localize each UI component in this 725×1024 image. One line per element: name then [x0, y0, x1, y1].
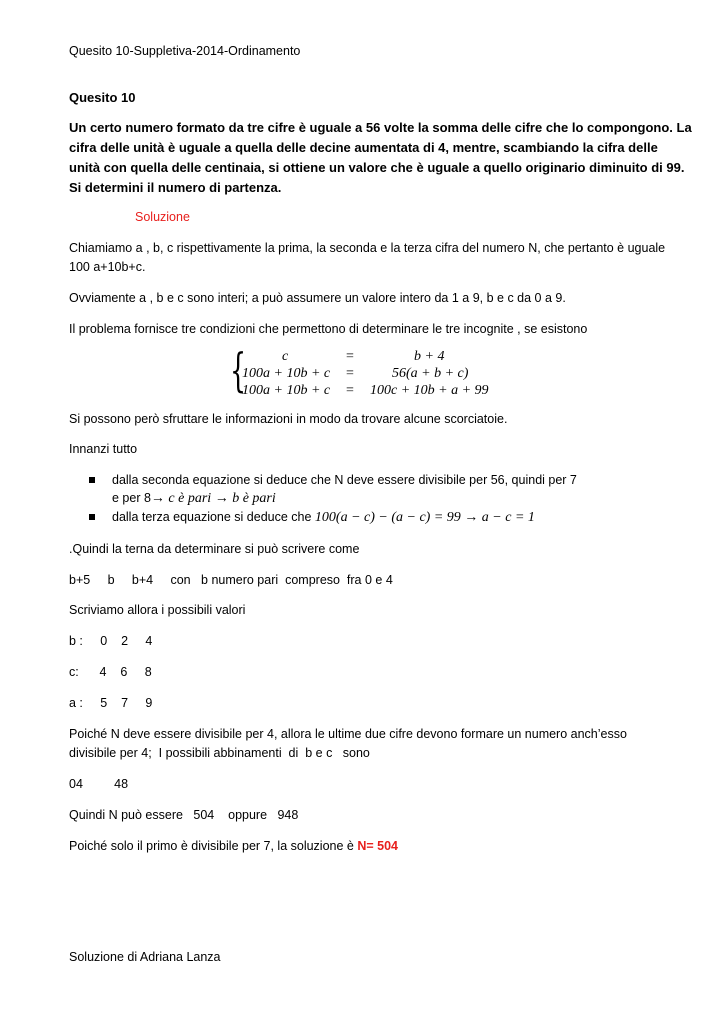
pairs: 04 48	[69, 777, 129, 791]
eq2-rhs: 56(a + b + c)	[392, 366, 469, 381]
bullet-1-text: e per 8	[112, 491, 151, 505]
solution-heading: Soluzione	[135, 210, 190, 224]
eq3-rhs: 100c + 10b + a + 99	[370, 383, 489, 398]
problem-line-4: Si determini il numero di partenza.	[69, 180, 282, 195]
bullet-1-line-1: dalla seconda equazione si deduce che N deve essere divisibile per 56, quindi per 7	[112, 473, 577, 487]
write-values: Scriviamo allora i possibili valori	[69, 603, 246, 617]
bullet-2-text: dalla terza equazione si deduce che	[112, 510, 315, 524]
conclusion-text: Poiché solo il primo è divisibile per 7, la soluzione è	[69, 839, 358, 853]
problem-line-2: cifra delle unità è uguale a quella delle decine aumentata di 4, mentre, scambiando la cifra delle	[69, 140, 658, 155]
conditions-statement: Il problema fornisce tre condizioni che permettono di determinare le tre incognite , se esistono	[69, 322, 588, 336]
conclusion-answer: N= 504	[357, 839, 398, 853]
row-c: c: 4 6 8	[69, 665, 152, 679]
candidates: Quindi N può essere 504 oppure 948	[69, 808, 299, 822]
eq3-sign: =	[346, 383, 354, 398]
triple-statement: .Quindi la terna da determinare si può scrivere come	[69, 542, 360, 556]
bullet-2-math: 100(a − c) − (a − c) = 99 → a − c = 1	[314, 510, 535, 525]
divisibility-line-1: Poiché N deve essere divisibile per 4, allora le ultime due cifre devono formare un numero anch’esso	[69, 727, 627, 741]
equation-system	[230, 343, 500, 400]
bullet-1-math: → c è pari → b è pari	[150, 491, 276, 506]
row-b: b : 0 2 4	[69, 634, 153, 648]
first-of-all: Innanzi tutto	[69, 442, 138, 456]
divisibility-line-2: divisibile per 4; I possibili abbinamenti di b e c sono	[69, 746, 370, 760]
intro-line-1: Chiamiamo a , b, c rispettivamente la prima, la seconda e la terza cifra del numero N, che pertanto è uguale	[69, 241, 666, 255]
page-footer: Soluzione di Adriana Lanza	[69, 950, 221, 964]
shortcut-statement: Si possono però sfruttare le informazioni in modo da trovare alcune scorciatoie.	[69, 412, 508, 426]
eq3-lhs: 100a + 10b + c	[242, 383, 331, 398]
system-brace: {	[230, 343, 247, 397]
question-title: Quesito 10	[69, 90, 136, 105]
triple-values: b+5 b b+4 con b numero pari compreso fra 0 e 4	[69, 573, 393, 587]
eq1-lhs: c	[282, 349, 289, 364]
row-a: a : 5 7 9	[69, 696, 153, 710]
eq2-lhs: 100a + 10b + c	[242, 366, 331, 381]
intro-line-2: 100 a+10b+c.	[69, 260, 146, 274]
eq1-rhs: b + 4	[414, 349, 445, 364]
range-statement: Ovviamente a , b e c sono interi; a può assumere un valore intero da 1 a 9, b e c da 0 a 9.	[69, 291, 566, 305]
eq2-sign: =	[346, 366, 354, 381]
bullet-marker-2	[89, 514, 95, 520]
page-header: Quesito 10-Suppletiva-2014-Ordinamento	[69, 44, 301, 58]
bullet-marker-1	[89, 477, 95, 483]
problem-line-1: Un certo numero formato da tre cifre è uguale a 56 volte la somma delle cifre che lo compongono. La	[69, 120, 692, 135]
eq1-sign: =	[346, 349, 354, 364]
bullet-2-line	[112, 509, 535, 526]
bullet-1-line-2	[112, 490, 276, 507]
problem-line-3: unità con quella delle centinaia, si ottiene un valore che è uguale a quello originario diminuito di 99.	[69, 160, 685, 175]
conclusion	[69, 838, 398, 854]
